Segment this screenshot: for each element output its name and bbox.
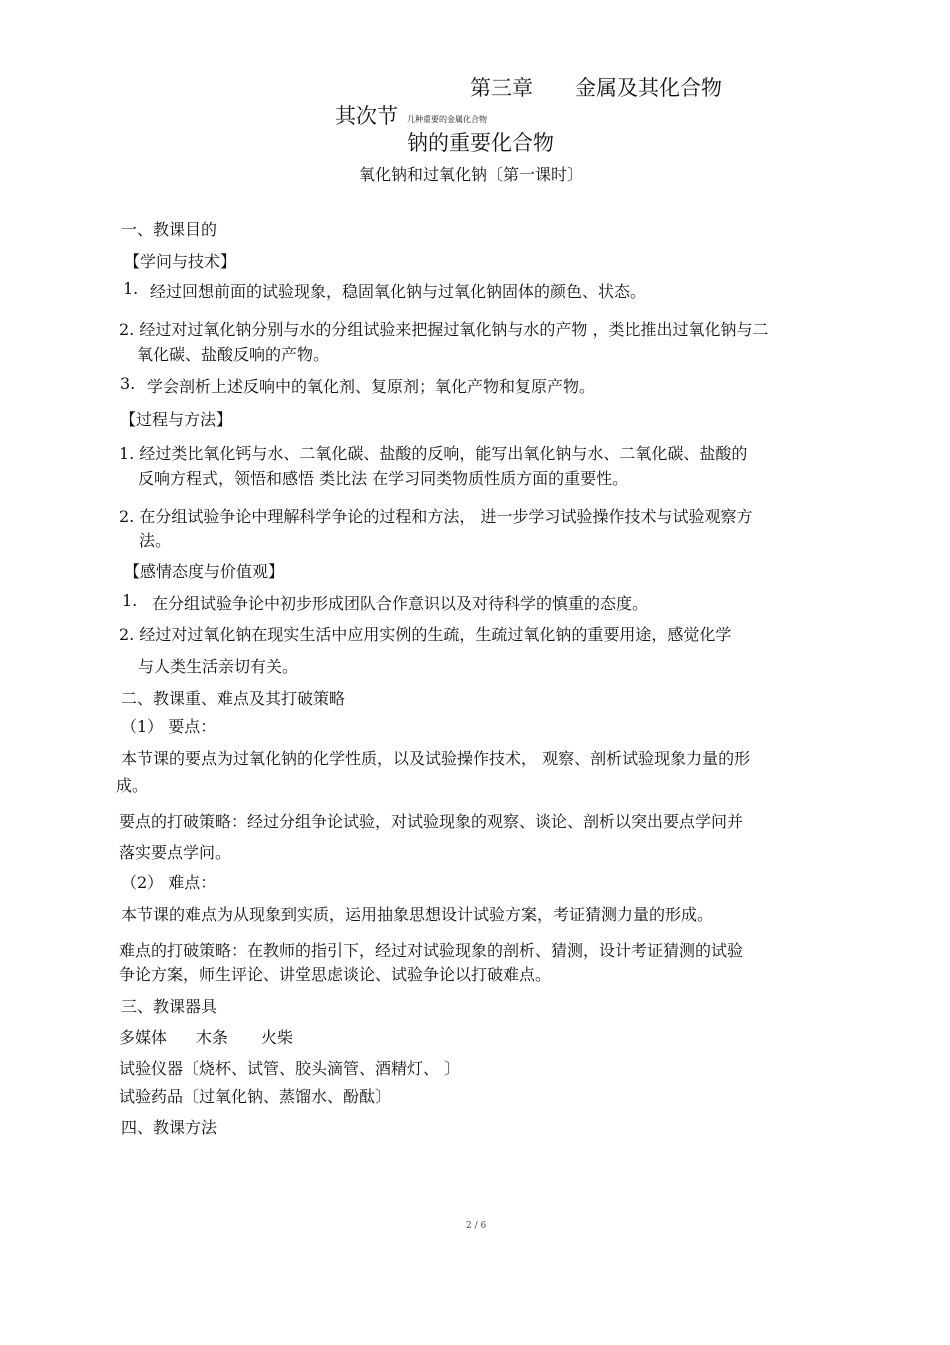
reagents-line: 试验药品〔过氧化钠、蒸馏水、酚酞〕 <box>119 1087 392 1106</box>
section-subtitle: 几种重要的金属化合物 <box>407 115 487 124</box>
section-4-heading: 四、教课方法 <box>121 1118 218 1137</box>
emotion-item-1: 在分组试验争论中初步形成团队合作意识以及对待科学的慎重的态度。 <box>152 594 649 613</box>
process-item-2-line-2: 法。 <box>139 531 172 550</box>
lesson-title: 氧化钠和过氧化钠〔第一课时〕 <box>359 165 584 184</box>
difficulty-strategy-line-2: 争论方案，师生评论、讲堂思虑谈论、试验争论以打破难点。 <box>119 965 552 984</box>
key-strategy-line-2: 落实要点学问。 <box>119 843 232 862</box>
section-1-heading: 一、教课目的 <box>121 220 218 239</box>
process-item-1-line-2: 反响方程式，领悟和感悟 类比法 在学习同类物质性质方面的重要性。 <box>138 469 629 488</box>
key-points-line-1: 本节课的要点为过氧化钠的化学性质，以及试验操作技术， 观察、剖析试验现象力量的形 <box>121 749 751 768</box>
difficulty-label: （2） 难点： <box>121 873 217 892</box>
emotion-item-1-num: 1. <box>122 591 138 610</box>
difficulty-line: 本节课的难点为从现象到实质，运用抽象思想设计试验方案，考证猜测力量的形成。 <box>121 905 714 924</box>
knowledge-item-2-line-1: 2. 经过对过氧化钠分别与水的分组试验来把握过氧化钠与水的产物 ，类比推出过氧化钠与二 <box>119 320 769 339</box>
tool-multimedia: 多媒体 <box>119 1028 168 1047</box>
difficulty-strategy-line-1: 难点的打破策略：在教师的指引下，经过对试验现象的剖析、猜测，设计考证猜测的试验 <box>119 941 744 960</box>
knowledge-item-2-line-2: 氧化碳、盐酸反响的产物。 <box>137 345 330 364</box>
section-2-heading: 二、教课重、难点及其打破策略 <box>121 689 346 708</box>
knowledge-heading: 【学问与技术】 <box>124 252 237 271</box>
knowledge-item-3-num: 3. <box>120 374 136 393</box>
process-item-2-line-1: 2. 在分组试验争论中理解科学争论的过程和方法， 进一步学习试验操作技术与试验观察方 <box>119 507 753 526</box>
key-points-line-2: 成。 <box>116 776 149 795</box>
process-item-1-line-1: 1. 经过类比氧化钙与水、二氧化碳、盐酸的反响，能写出氧化钠与水、二氧化碳、盐酸的 <box>119 444 748 463</box>
key-points-label: （1） 要点： <box>121 717 217 736</box>
section-label: 其次节 <box>335 104 398 128</box>
page-number: 2 / 6 <box>466 1221 487 1231</box>
knowledge-item-3: 学会剖析上述反响中的氧化剂、复原剂；氧化产物和复原产物。 <box>147 377 596 396</box>
section-3-heading: 三、教课器具 <box>121 997 218 1016</box>
process-heading: 【过程与方法】 <box>120 410 233 429</box>
emotion-item-2-line-1: 2. 经过对过氧化钠在现实生活中应用实例的生疏，生疏过氧化钠的重要用途，感觉化学 <box>119 625 732 644</box>
topic-title: 钠的重要化合物 <box>407 131 554 155</box>
emotion-item-2-line-2: 与人类生活亲切有关。 <box>138 657 299 676</box>
instruments-line: 试验仪器〔烧杯、试管、胶头滴管、酒精灯、 〕 <box>119 1059 461 1078</box>
knowledge-item-1: 经过回想前面的试验现象，稳固氧化钠与过氧化钠固体的颜色、状态。 <box>150 282 647 301</box>
chapter-title: 金属及其化合物 <box>575 76 722 100</box>
knowledge-item-1-num: 1. <box>123 279 139 298</box>
tool-matches: 火柴 <box>261 1028 294 1047</box>
key-strategy-line-1: 要点的打破策略：经过分组争论试验，对试验现象的观察、谈论、剖析以突出要点学问并 <box>119 812 744 831</box>
chapter-number: 第三章 <box>470 76 533 100</box>
tool-wood-stick: 木条 <box>196 1028 229 1047</box>
emotion-heading: 【感情态度与价值观】 <box>124 562 285 581</box>
